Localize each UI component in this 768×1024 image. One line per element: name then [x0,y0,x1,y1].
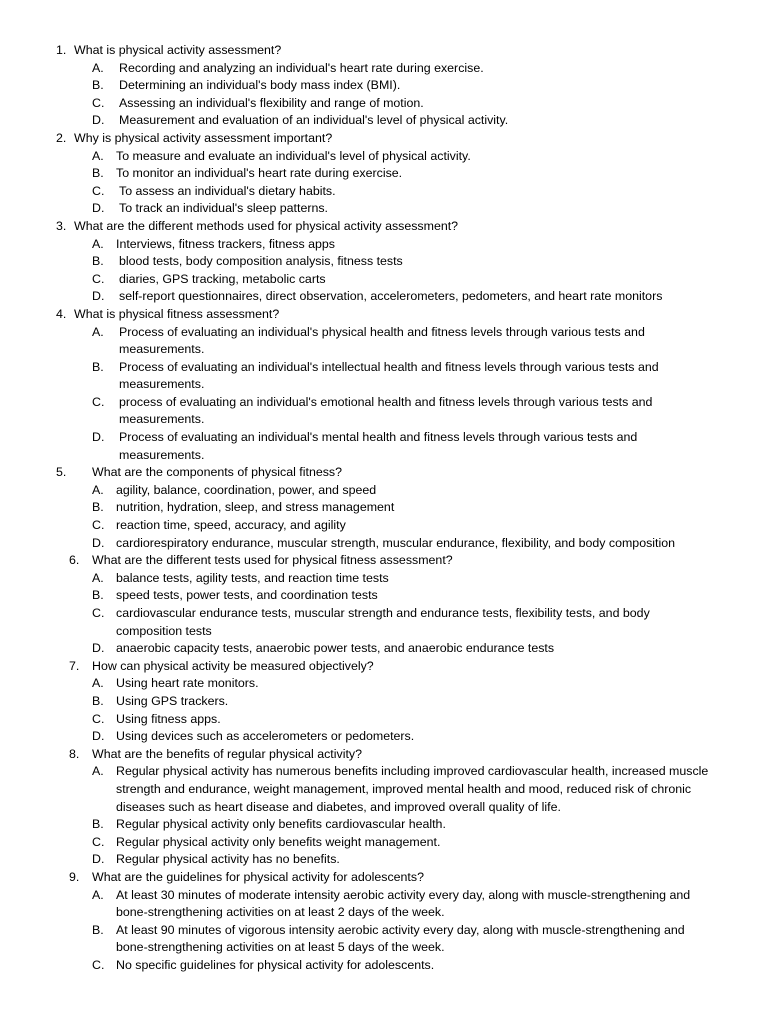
answer-option [0,183,768,201]
answer-option [0,587,768,605]
answer-option [0,834,768,852]
answer-option [0,499,768,517]
question-number: 2. [56,130,67,145]
option-letter: D. [92,289,105,304]
option-letter: A. [92,482,104,497]
answer-option [0,816,768,834]
answer-option [0,763,768,816]
question-number: 7. [69,658,80,673]
option-letter: C. [92,95,105,110]
option-text: Regular physical activity has numerous benefits including improved cardiovascular health, increased muscle strength and endurance, weight management, improved mental health and mood, reduced risk of chronic diseases such as heart disease and diabetes, and improved overall quality of life. [116,764,709,814]
answer-option [0,60,768,78]
question-7 [0,658,768,676]
question-text: What is physical activity assessment? [74,43,282,57]
answer-option [0,95,768,113]
option-text: Process of evaluating an individual's mental health and fitness levels through various tests and measurements. [119,430,638,462]
option-letter: C. [92,394,105,409]
option-text: cardiorespiratory endurance, muscular strength, muscular endurance, flexibility, and body composition [116,535,676,550]
question-4 [0,306,768,324]
answer-option [0,429,768,464]
answer-option [0,728,768,746]
option-letter: C. [92,183,105,198]
answer-option [0,394,768,429]
option-letter: A. [92,148,104,163]
option-text: Using GPS trackers. [116,693,229,708]
question-number: 6. [69,553,80,568]
option-letter: D. [92,201,105,216]
option-letter: D. [92,729,105,744]
answer-option [0,271,768,289]
option-text: Recording and analyzing an individual's heart rate during exercise. [119,60,484,75]
option-text: agility, balance, coordination, power, and speed [116,482,377,497]
option-letter: C. [92,957,105,972]
option-letter: D. [92,113,105,128]
option-text: Using heart rate monitors. [116,676,259,691]
option-letter: C. [92,711,105,726]
answer-option [0,640,768,658]
option-text: Regular physical activity has no benefits. [116,852,340,867]
question-text: Why is physical activity assessment important? [74,130,333,145]
option-text: reaction time, speed, accuracy, and agility [116,518,346,533]
option-letter: C. [92,518,105,533]
option-text: cardiovascular endurance tests, muscular strength and endurance tests, flexibility tests, and body composition tests [116,606,650,638]
option-letter: D. [92,852,105,867]
option-letter: C. [92,606,105,620]
option-text: Using devices such as accelerometers or pedometers. [116,729,415,744]
answer-option [0,517,768,535]
option-letter: A. [92,887,104,902]
option-letter: C. [92,834,105,849]
question-text: What are the components of physical fitness? [92,465,343,480]
option-text: Measurement and evaluation of an individual's level of physical activity. [119,113,509,128]
question-number: 5. [56,465,67,480]
option-text: Interviews, fitness trackers, fitness apps [116,236,335,251]
question-text: What are the different tests used for physical fitness assessment? [92,553,453,568]
question-text: How can physical activity be measured objectively? [92,658,374,673]
question-text: What are the different methods used for physical activity assessment? [74,218,459,233]
answer-option [0,922,768,957]
question-text: What are the benefits of regular physical activity? [92,746,362,761]
quiz-document [0,42,768,974]
option-text: balance tests, agility tests, and reaction time tests [116,570,389,585]
answer-option [0,200,768,218]
option-text: blood tests, body composition analysis, fitness tests [119,254,403,269]
question-3 [0,218,768,236]
question-2 [0,130,768,148]
option-letter: B. [92,254,104,269]
option-letter: A. [92,324,104,339]
answer-option [0,851,768,869]
answer-option [0,535,768,553]
option-letter: A. [92,236,104,251]
option-letter: D. [92,641,105,656]
answer-option [0,675,768,693]
answer-option [0,957,768,975]
option-text: Regular physical activity only benefits weight management. [116,834,441,849]
option-text: anaerobic capacity tests, anaerobic power tests, and anaerobic endurance tests [116,641,555,656]
question-number: 1. [56,43,67,57]
question-number: 3. [56,218,67,233]
option-text: To monitor an individual's heart rate during exercise. [116,166,403,181]
question-number: 8. [69,746,80,761]
option-letter: A. [92,570,104,585]
question-6 [0,552,768,570]
option-letter: B. [92,166,104,181]
option-letter: D. [92,535,105,550]
option-text: To measure and evaluate an individual's level of physical activity. [116,148,471,163]
option-text: process of evaluating an individual's emotional health and fitness levels through various tests and measurements. [119,394,653,427]
answer-option [0,887,768,922]
option-text: No specific guidelines for physical activity for adolescents. [116,957,435,972]
option-text: At least 90 minutes of vigorous intensity aerobic activity every day, along with muscle-strengthening and bone-strengthening activities on at least 5 days of the week. [116,922,685,955]
option-text: Using fitness apps. [116,711,221,726]
answer-option [0,605,768,640]
answer-option [0,112,768,130]
option-text: Process of evaluating an individual's physical health and fitness levels through various tests and measurements. [119,324,645,357]
answer-option [0,148,768,166]
option-text: nutrition, hydration, sleep, and stress management [116,500,395,515]
option-text: Regular physical activity only benefits cardiovascular health. [116,817,446,832]
option-letter: D. [92,430,105,445]
answer-option [0,359,768,394]
question-9 [0,869,768,887]
option-text: To assess an individual's dietary habits. [119,183,336,198]
option-letter: B. [92,922,104,937]
option-text: Assessing an individual's flexibility and range of motion. [119,95,424,110]
option-text: speed tests, power tests, and coordination tests [116,588,378,603]
option-letter: B. [92,78,104,93]
option-text: self-report questionnaires, direct observation, accelerometers, pedometers, and heart rate monitors [119,289,663,304]
option-letter: B. [92,817,104,832]
question-5 [0,464,768,482]
option-letter: A. [92,764,104,779]
answer-option [0,165,768,183]
option-text: diaries, GPS tracking, metabolic carts [119,271,326,286]
answer-option [0,693,768,711]
option-letter: A. [92,60,104,75]
question-text: What are the guidelines for physical activity for adolescents? [92,869,424,884]
answer-option [0,253,768,271]
option-letter: B. [92,500,104,515]
question-8 [0,746,768,764]
answer-option [0,482,768,500]
answer-option [0,711,768,729]
answer-option [0,570,768,588]
option-letter: B. [92,693,104,708]
question-number: 9. [69,869,80,884]
option-text: At least 30 minutes of moderate intensity aerobic activity every day, along with muscle-strengthening and bone-strengthening activities on at least 2 days of the week. [116,887,691,920]
option-letter: A. [92,676,104,691]
answer-option [0,77,768,95]
option-letter: B. [92,359,104,374]
answer-option [0,236,768,254]
question-1 [0,42,768,60]
answer-option [0,324,768,359]
option-text: Determining an individual's body mass index (BMI). [119,78,401,93]
answer-option [0,288,768,306]
option-text: To track an individual's sleep patterns. [119,201,328,216]
option-letter: B. [92,588,104,603]
question-number: 4. [56,306,67,321]
option-text: Process of evaluating an individual's intellectual health and fitness levels through various tests and measurements. [119,359,659,392]
question-text: What is physical fitness assessment? [74,306,280,321]
option-letter: C. [92,271,105,286]
